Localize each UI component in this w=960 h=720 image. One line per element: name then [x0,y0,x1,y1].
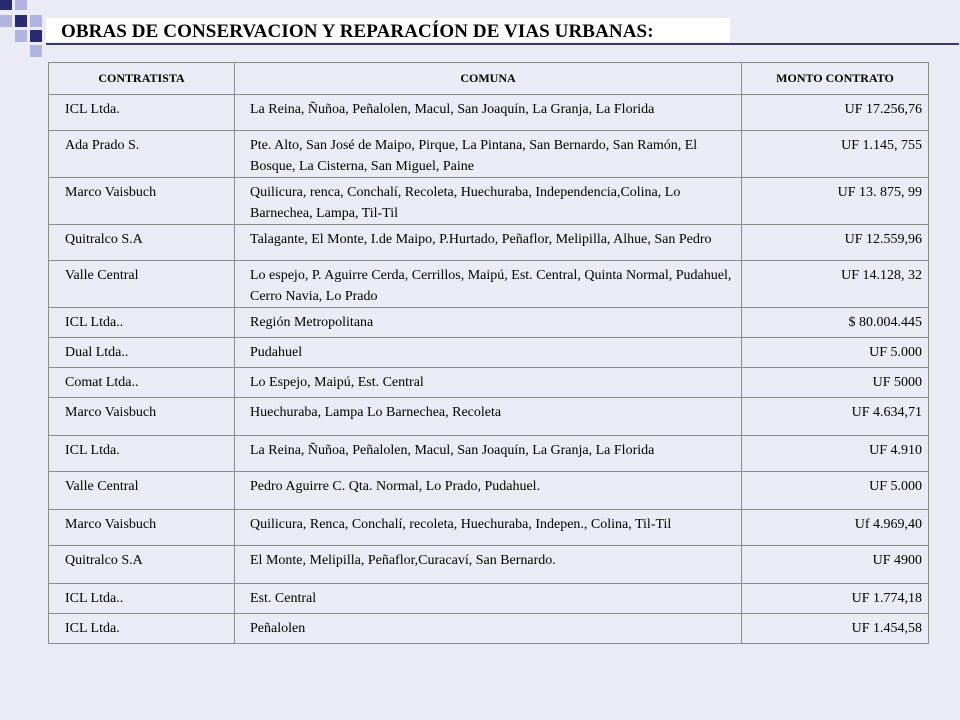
cell-monto: UF 5.000 [742,338,929,368]
cell-monto: UF 12.559,96 [742,225,929,261]
cell-contratista: ICL Ltda.. [49,584,235,614]
title-divider [46,43,959,45]
table-row [49,338,929,368]
cell-monto: $ 80.004.445 [742,308,929,338]
cell-monto: UF 17.256,76 [742,95,929,131]
table-row [49,584,929,614]
cell-contratista: Quitralco S.A [49,225,235,261]
table-header-row [49,63,929,95]
table-row [49,398,929,436]
cell-monto: UF 5000 [742,368,929,398]
header-contratista: CONTRATISTA [49,63,235,95]
table-row [49,95,929,131]
cell-monto: UF 1.774,18 [742,584,929,614]
table-row [49,614,929,644]
cell-contratista: ICL Ltda.. [49,308,235,338]
cell-comuna: La Reina, Ñuñoa, Peñalolen, Macul, San Joaquín, La Granja, La Florida [235,436,742,472]
cell-contratista: Marco Vaisbuch [49,398,235,436]
cell-comuna: Quilicura, renca, Conchalí, Recoleta, Huechuraba, Independencia,Colina, Lo Barnechea, Lampa, Til-Til [235,178,742,225]
cell-contratista: Marco Vaisbuch [49,510,235,546]
cell-monto: UF 1.454,58 [742,614,929,644]
cell-comuna: La Reina, Ñuñoa, Peñalolen, Macul, San Joaquín, La Granja, La Florida [235,95,742,131]
cell-monto: UF 14.128, 32 [742,261,929,308]
cell-monto: UF 5.000 [742,472,929,510]
contracts-table [48,62,929,644]
cell-monto: UF 4900 [742,546,929,584]
table-row [49,436,929,472]
cell-contratista: Comat Ltda.. [49,368,235,398]
cell-comuna: Región Metropolitana [235,308,742,338]
table-row [49,472,929,510]
cell-contratista: Dual Ltda.. [49,338,235,368]
cell-contratista: Ada Prado S. [49,131,235,178]
table-row [49,368,929,398]
header-monto: MONTO CONTRATO [742,63,929,95]
cell-comuna: Pudahuel [235,338,742,368]
cell-comuna: Quilicura, Renca, Conchalí, recoleta, Huechuraba, Indepen., Colina, Til-Til [235,510,742,546]
table-row [49,546,929,584]
cell-monto: UF 4.910 [742,436,929,472]
table-row [49,308,929,338]
cell-comuna: El Monte, Melipilla, Peñaflor,Curacaví, San Bernardo. [235,546,742,584]
cell-comuna: Huechuraba, Lampa Lo Barnechea, Recoleta [235,398,742,436]
contracts-table-container [48,62,928,644]
table-row [49,261,929,308]
cell-comuna: Talagante, El Monte, I.de Maipo, P.Hurtado, Peñaflor, Melipilla, Alhue, San Pedro [235,225,742,261]
cell-contratista: Quitralco S.A [49,546,235,584]
cell-contratista: Valle Central [49,261,235,308]
cell-contratista: ICL Ltda. [49,95,235,131]
cell-comuna: Est. Central [235,584,742,614]
cell-contratista: ICL Ltda. [49,436,235,472]
cell-contratista: ICL Ltda. [49,614,235,644]
cell-monto: UF 4.634,71 [742,398,929,436]
header-comuna: COMUNA [235,63,742,95]
cell-monto: Uf 4.969,40 [742,510,929,546]
table-row [49,225,929,261]
cell-comuna: Pedro Aguirre C. Qta. Normal, Lo Prado, Pudahuel. [235,472,742,510]
cell-monto: UF 1.145, 755 [742,131,929,178]
table-row [49,131,929,178]
cell-comuna: Peñalolen [235,614,742,644]
cell-contratista: Marco Vaisbuch [49,178,235,225]
cell-comuna: Lo Espejo, Maipú, Est. Central [235,368,742,398]
cell-monto: UF 13. 875, 99 [742,178,929,225]
cell-comuna: Pte. Alto, San José de Maipo, Pirque, La Pintana, San Bernardo, San Ramón, El Bosque, La Cisterna, San Miguel, Paine [235,131,742,178]
cell-contratista: Valle Central [49,472,235,510]
table-row [49,510,929,546]
cell-comuna: Lo espejo, P. Aguirre Cerda, Cerrillos, Maipú, Est. Central, Quinta Normal, Pudahuel, Cerro Navia, Lo Prado [235,261,742,308]
table-row [49,178,929,225]
page-title: OBRAS DE CONSERVACION Y REPARACÍON DE VIAS URBANAS: [61,21,654,42]
